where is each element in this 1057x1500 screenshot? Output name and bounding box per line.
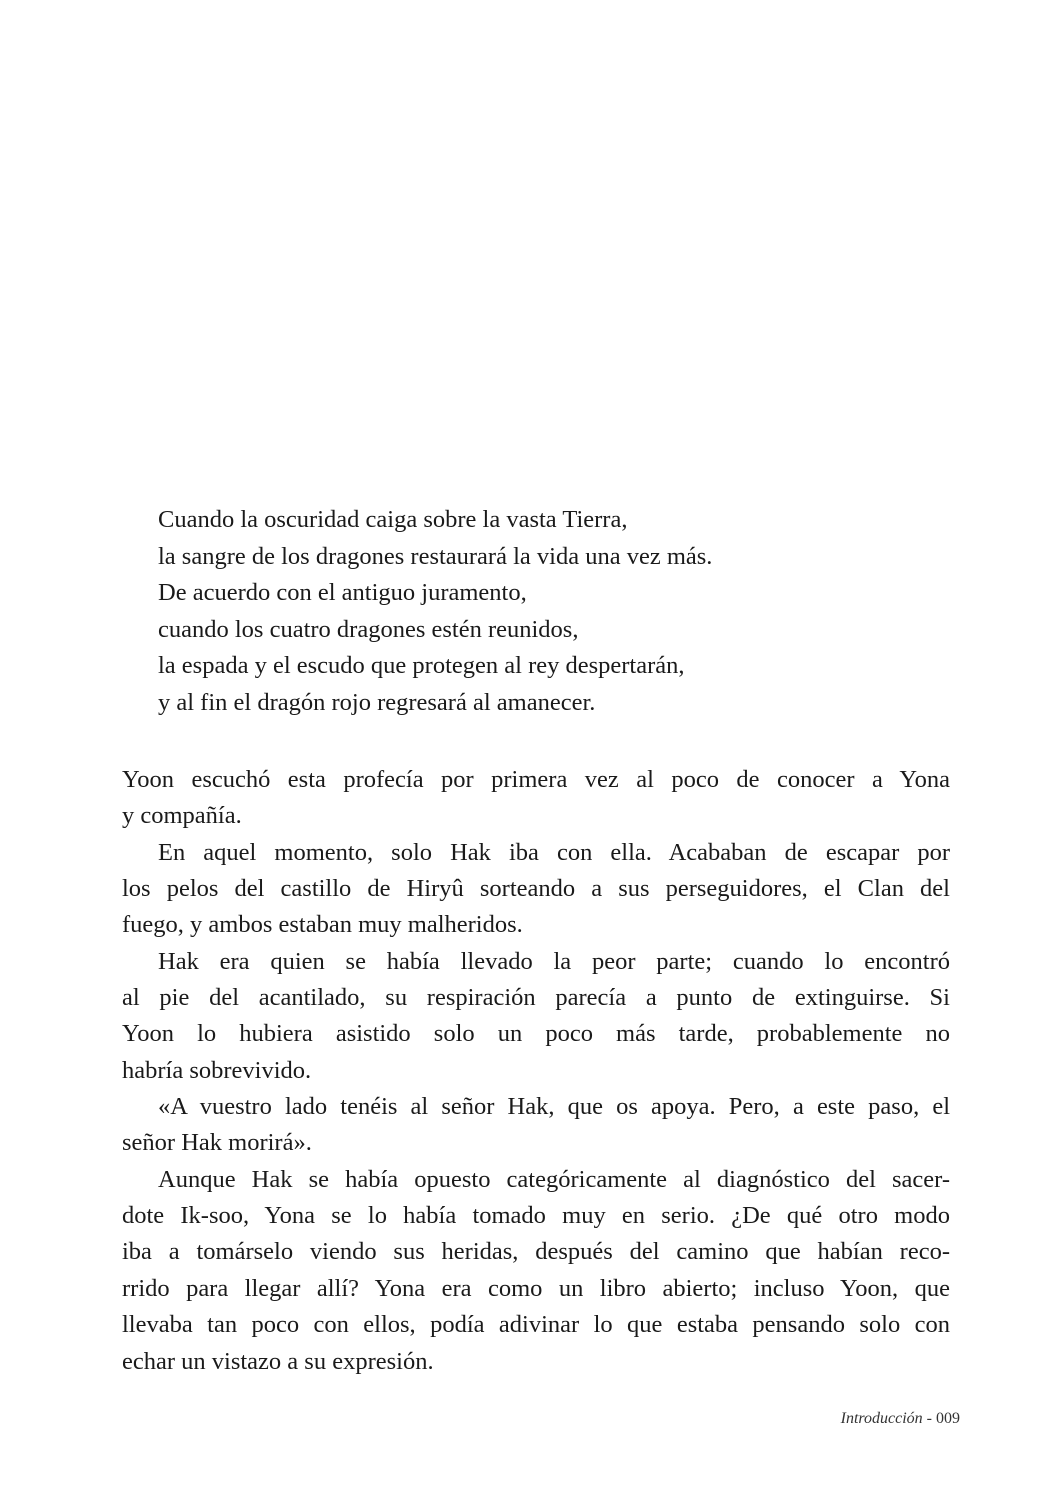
text-line: «A vuestro lado tenéis al señor Hak, que os apoya. Pero, a este paso, el: [158, 1093, 950, 1121]
paragraph: [122, 762, 950, 835]
text-line: llevaba tan poco con ellos, podía adivinar lo que estaba pensando solo con: [122, 1311, 950, 1339]
poem-line: la espada y el escudo que protegen al rey despertarán,: [158, 652, 685, 679]
poem-line: cuando los cuatro dragones estén reunidos,: [158, 615, 579, 643]
text-line: rrido para llegar allí? Yona era como un libro abierto; incluso Yoon, que: [122, 1274, 950, 1302]
text-line: iba a tomárselo viendo sus heridas, después del camino que habían reco-: [122, 1238, 950, 1266]
page-footer: [841, 1410, 960, 1428]
poem-line: y al fin el dragón rojo regresará al amanecer.: [158, 688, 596, 716]
text-line: Yoon lo hubiera asistido solo un poco más tarde, probablemente no: [122, 1020, 950, 1048]
paragraph: [122, 1089, 950, 1162]
page-number: 009: [936, 1410, 960, 1427]
text-line: los pelos del castillo de Hiryû sorteando a sus perseguidores, el Clan del: [122, 875, 950, 903]
poem-line: Cuando la oscuridad caiga sobre la vasta Tierra,: [158, 506, 628, 533]
paragraph: [122, 835, 950, 944]
text-line: y compañía.: [122, 802, 242, 830]
text-line: fuego, y ambos estaban muy malheridos.: [122, 911, 523, 939]
text-line: echar un vistazo a su expresión.: [122, 1347, 434, 1375]
text-line: Yoon escuchó esta profecía por primera vez al poco de conocer a Yona: [122, 766, 950, 793]
footer-separator: -: [922, 1410, 936, 1427]
poem-line: la sangre de los dragones restaurará la vida una vez más.: [158, 542, 713, 570]
text-line: señor Hak morirá».: [122, 1129, 312, 1157]
poem-line: De acuerdo con el antiguo juramento,: [158, 579, 527, 606]
text-line: Hak era quien se había llevado la peor parte; cuando lo encontró: [158, 947, 950, 975]
text-line: En aquel momento, solo Hak iba con ella. Acababan de escapar por: [158, 838, 950, 866]
text-line: dote Ik-soo, Yona se lo había tomado muy en serio. ¿De qué otro modo: [122, 1202, 950, 1230]
text-line: habría sobrevivido.: [122, 1056, 312, 1084]
running-footer-section: Introducción: [840, 1410, 923, 1427]
text-line: Aunque Hak se había opuesto categóricamente al diagnóstico del sacer-: [158, 1165, 950, 1193]
body-text: [122, 762, 950, 1380]
paragraph: [122, 1162, 950, 1380]
paragraph: [122, 944, 950, 1089]
prophecy-poem: [158, 502, 712, 721]
text-line: al pie del acantilado, su respiración parecía a punto de extinguirse. Si: [122, 984, 950, 1012]
